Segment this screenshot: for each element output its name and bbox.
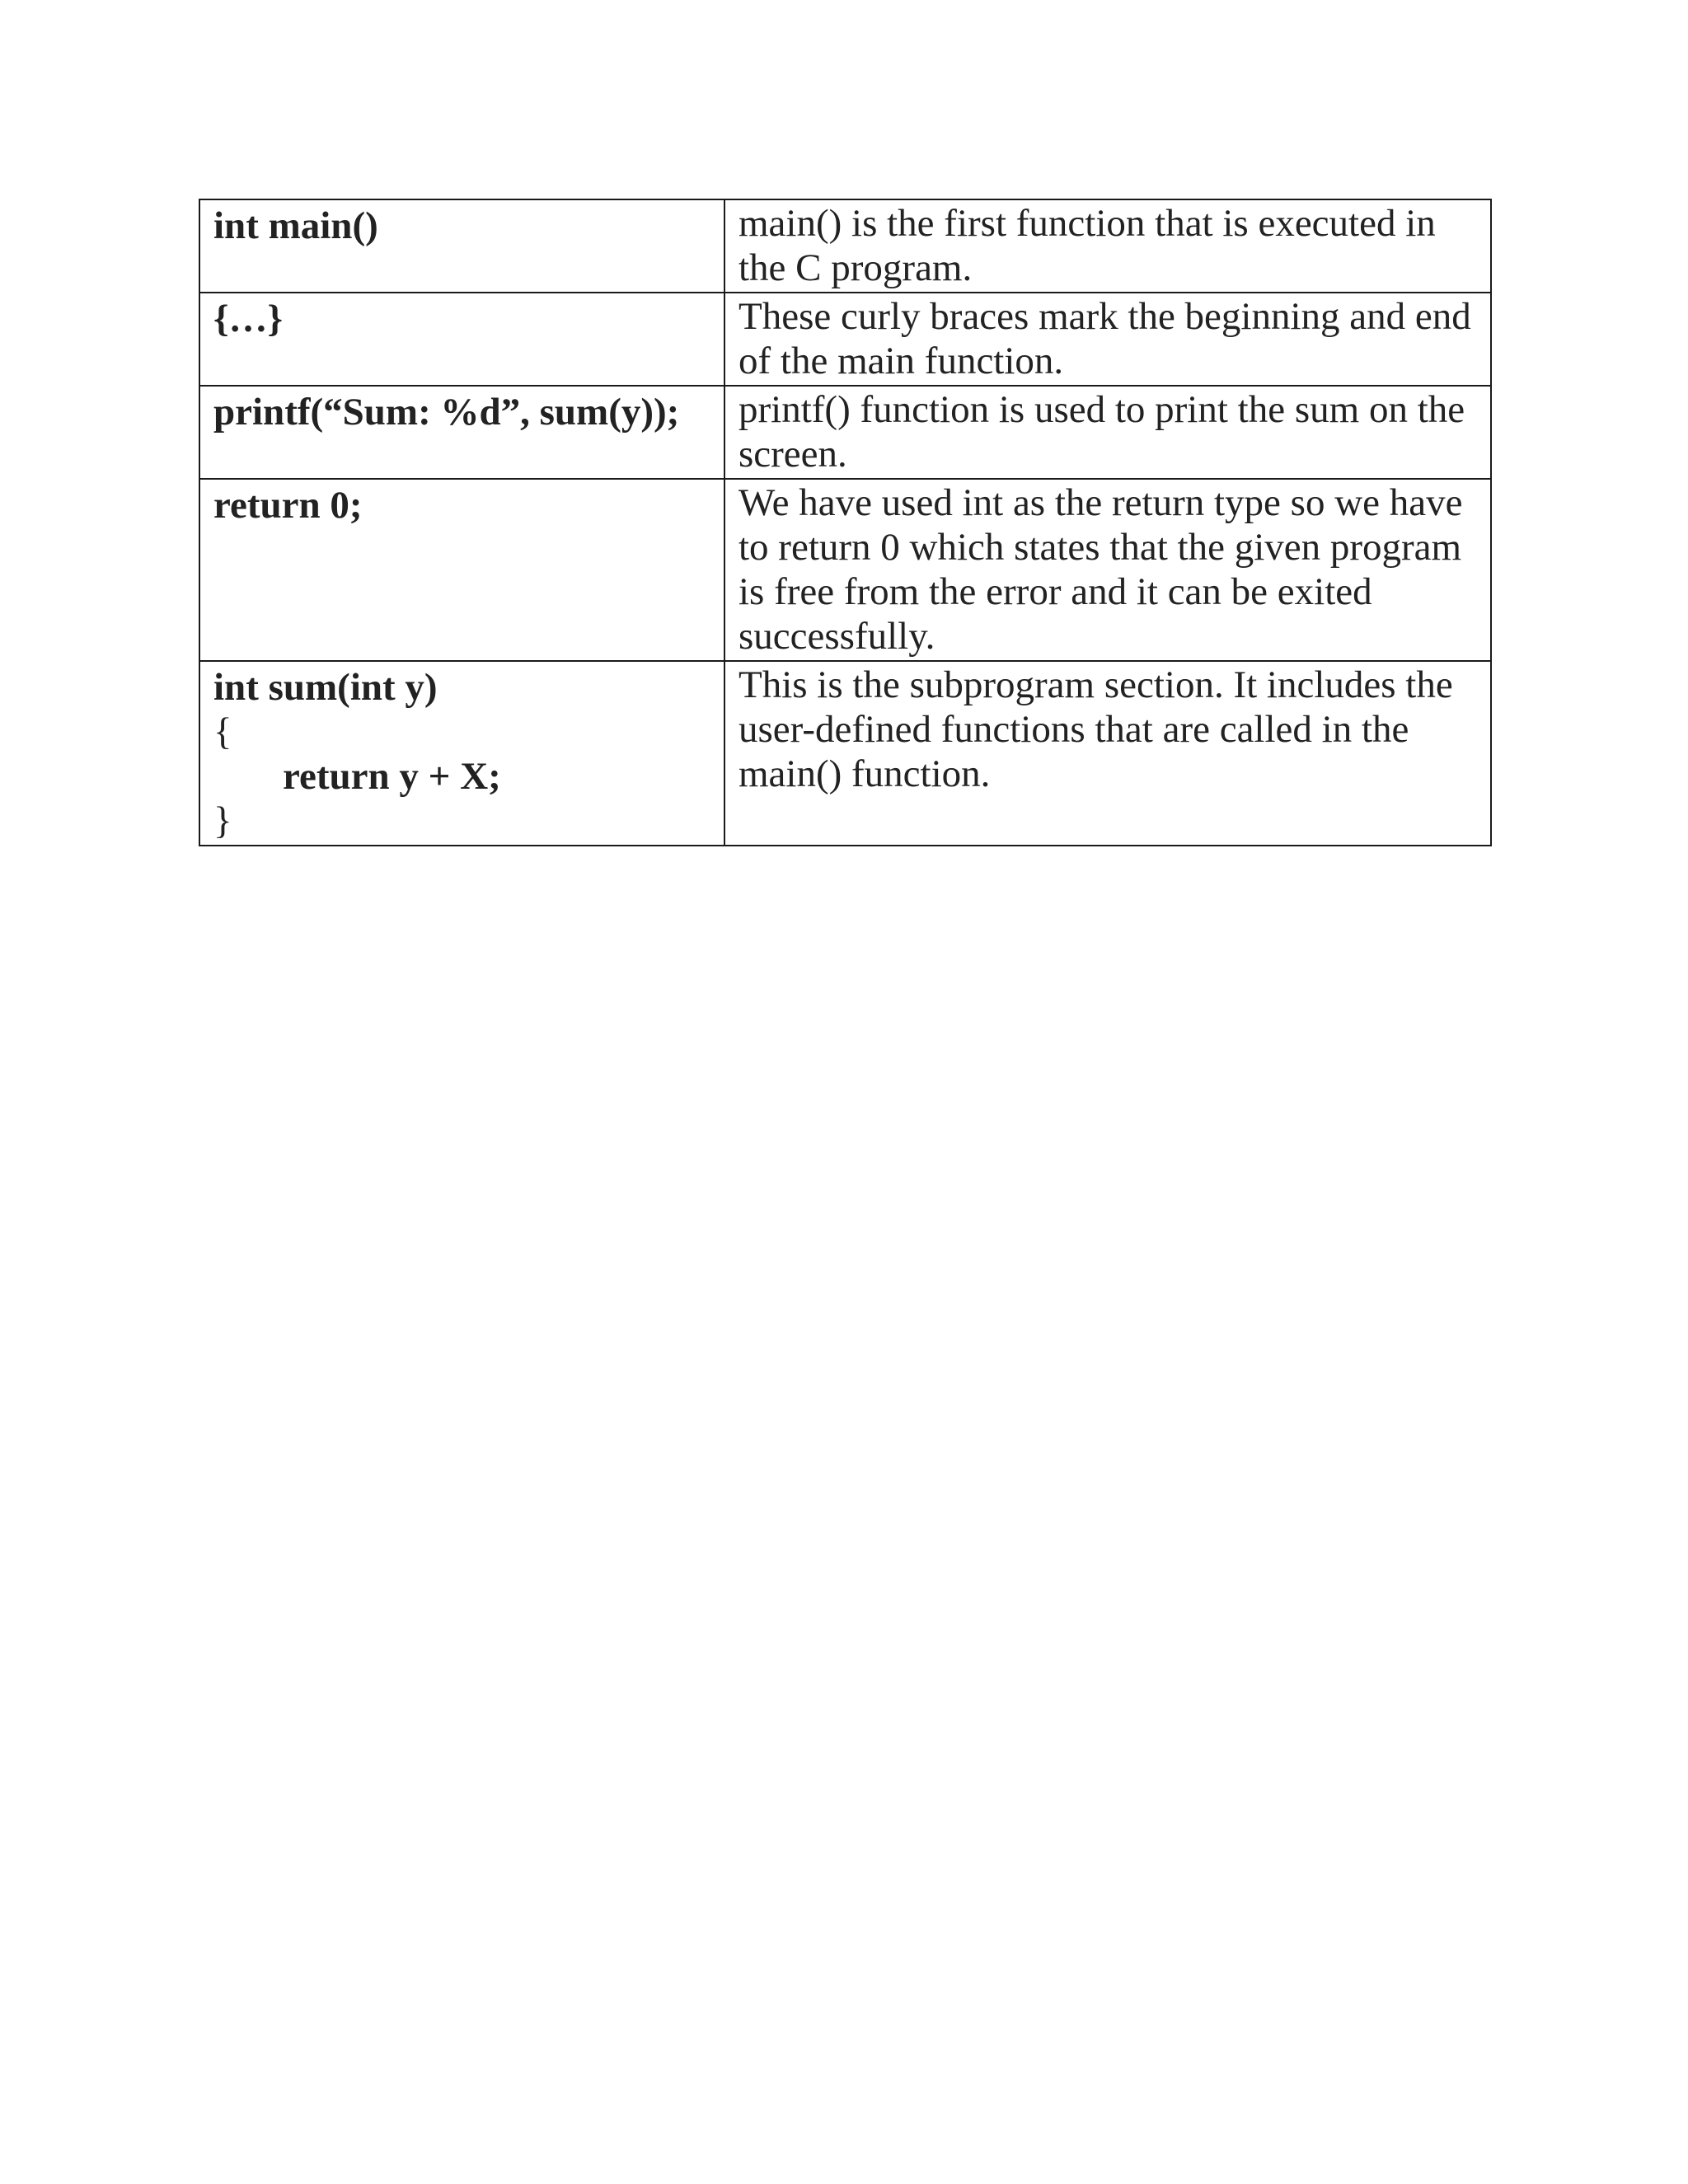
description-cell: main() is the first function that is executed in the C program. [724,199,1491,293]
code-line: int main() [213,204,378,247]
code-line-return: return y + X; [283,755,501,798]
code-cell [199,661,724,846]
description-cell: printf() function is used to print the sum on the screen. [724,386,1491,479]
table-row [199,293,1491,386]
code-cell [199,199,724,293]
code-line: int sum(int y) [213,666,438,709]
description-cell: These curly braces mark the beginning and end of the main function. [724,293,1491,386]
code-cell [199,386,724,479]
description-cell: We have used int as the return type so we have to return 0 which states that the given program is free from the error and it can be exited successfully. [724,479,1491,661]
code-line: {…} [213,298,284,340]
description-cell: This is the subprogram section. It includes the user-defined functions that are called in the main() function. [724,661,1491,846]
table-row [199,479,1491,661]
code-line-open-brace: { [213,710,232,753]
code-cell [199,293,724,386]
code-line: printf(“Sum: %d”, sum(y)); [213,391,680,434]
table-row [199,661,1491,846]
table-row [199,386,1491,479]
code-explanation-table [199,199,1492,846]
code-cell [199,479,724,661]
table-row [199,199,1491,293]
code-line-close-brace: } [213,799,232,842]
code-line: return 0; [213,484,363,527]
